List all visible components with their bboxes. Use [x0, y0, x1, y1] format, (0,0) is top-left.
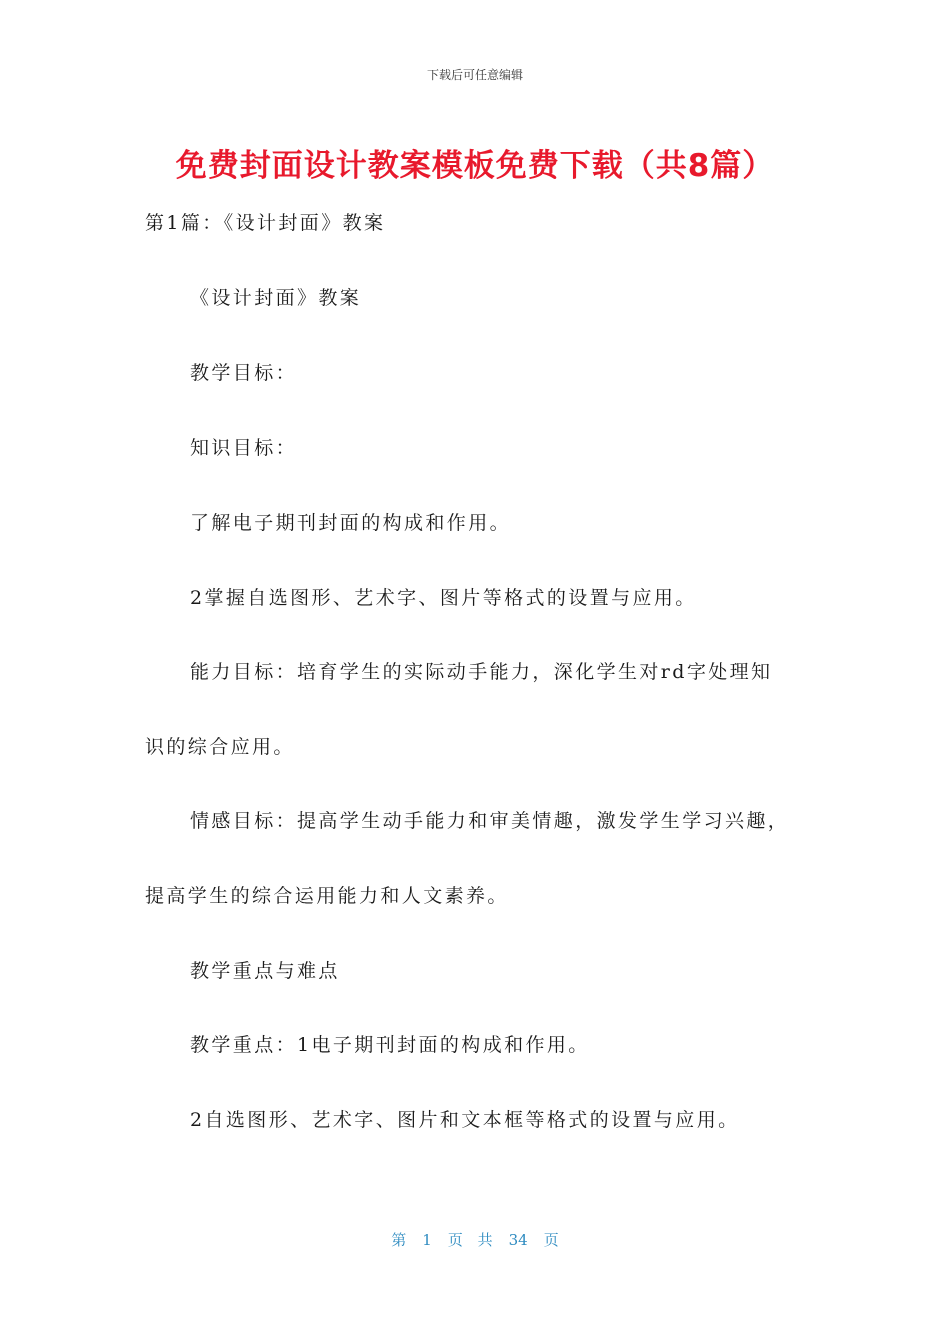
header-note: 下载后可任意编辑 — [426, 68, 523, 82]
paragraph-line: 能力目标：培育学生的实际动手能力，深化学生对rd字处理知 — [190, 661, 773, 683]
paragraph-line: 教学重点：1电子期刊封面的构成和作用。 — [190, 1034, 590, 1056]
paragraph-line: 情感目标：提高学生动手能力和审美情趣，激发学生学习兴趣， — [190, 810, 790, 832]
paragraph-line: 教学重点与难点 — [190, 960, 340, 982]
paragraph-line: 了解电子期刊封面的构成和作用。 — [190, 512, 512, 534]
total-pages: 34 — [508, 1231, 528, 1249]
page-label-mid: 页 共 — [447, 1231, 493, 1249]
paragraph-line: 2掌握自选图形、艺术字、图片等格式的设置与应用。 — [190, 587, 697, 609]
paragraph-line: 《设计封面》教案 — [190, 287, 362, 309]
paragraph-line: 2自选图形、艺术字、图片和文本框等格式的设置与应用。 — [190, 1109, 740, 1131]
section-heading: 第1篇：《设计封面》教案 — [145, 212, 386, 234]
page-label-prefix: 第 — [391, 1231, 407, 1249]
paragraph-line: 提高学生的综合运用能力和人文素养。 — [145, 885, 509, 907]
paragraph-line: 知识目标： — [190, 437, 298, 459]
paragraph-line: 识的综合应用。 — [145, 736, 295, 758]
page-number: 1 — [422, 1231, 432, 1249]
page-footer — [0, 1229, 950, 1250]
document-title: 免费封面设计教案模板免费下载（共8篇） — [175, 148, 775, 184]
paragraph-line: 教学目标： — [190, 362, 298, 384]
page-label-suffix: 页 — [543, 1231, 559, 1249]
